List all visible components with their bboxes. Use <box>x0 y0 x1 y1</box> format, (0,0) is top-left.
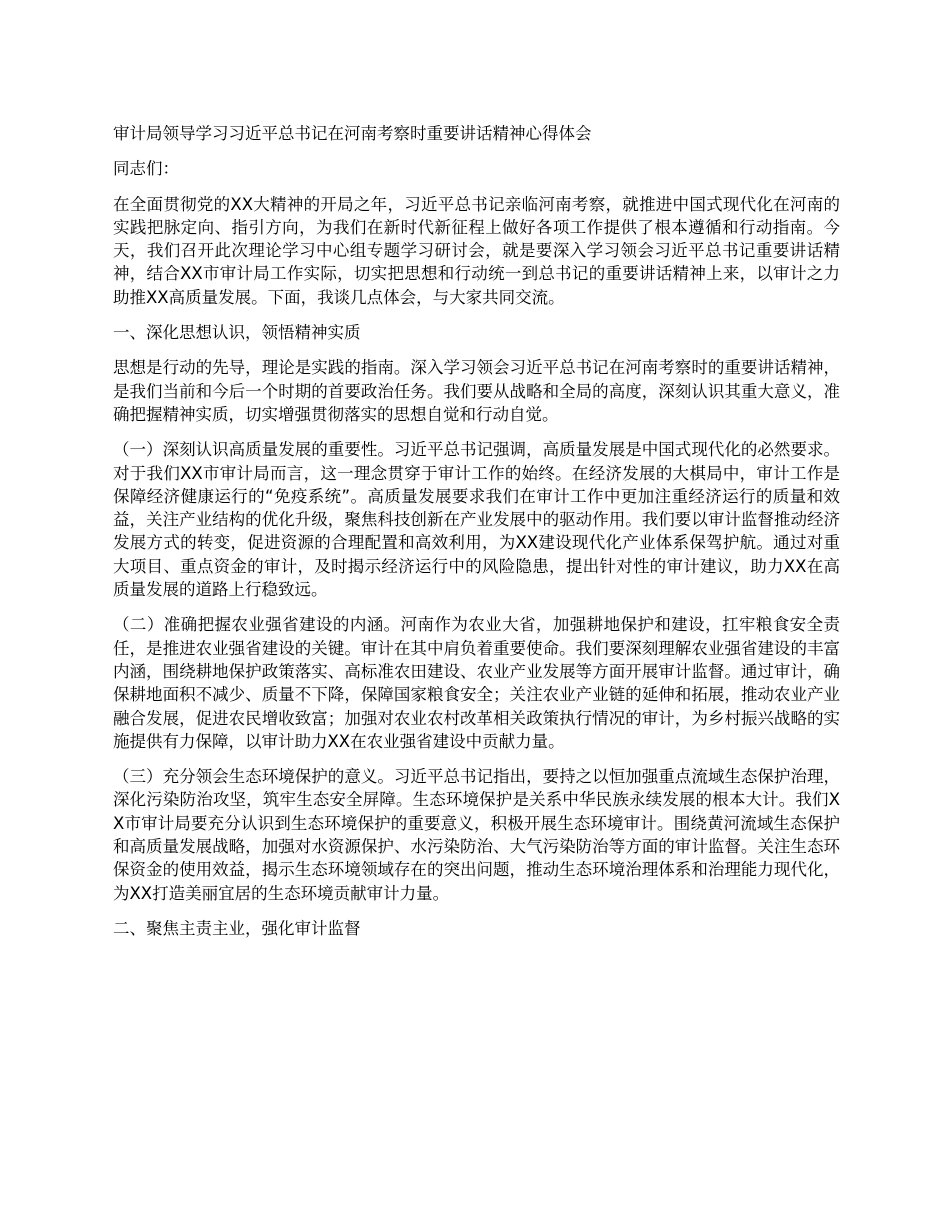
section-heading-2: 二、聚焦主责主业，强化审计监督 <box>113 918 361 938</box>
point-3-paragraph: （三）充分领会生态环境保护的意义。习近平总书记指出，要持之以恒加强重点流域生态保护治理，深化污染防治攻坚，筑牢生态安全屏障。生态环境保护是关系中华民族永续发展的根本大计。我们XX市审计局要充分认识到生态环境保护的重要意义，积极开展生态环境审计。围绕黄河流域生态保护和高质量发展战略，加强对水资源保护、水污染防治、大气污染防治等方面的审计监督。关注生态环保资金的使用效益，揭示生态环境领域存在的突出问题，推动生态环境治理体系和治理能力现代化，为XX打造美丽宜居的生态环境贡献审计力量。 <box>113 767 840 903</box>
point-2-paragraph: （二）准确把握农业强省建设的内涵。河南作为农业大省，加强耕地保护和建设，扛牢粮食安全责任，是推进农业强省建设的关键。审计在其中肩负着重要使命。我们要深刻理解农业强省建设的丰富内涵，围绕耕地保护政策落实、高标准农田建设、农业产业发展等方面开展审计监督。通过审计，确保耕地面积不减少、质量不下降，保障国家粮食安全；关注农业产业链的延伸和拓展，推动农业产业融合发展，促进农民增收致富；加强对农业农村改革相关政策执行情况的审计，为乡村振兴战略的实施提供有力保障，以审计助力XX在农业强省建设中贡献力量。 <box>113 615 840 751</box>
section-1-intro-paragraph: 思想是行动的先导，理论是实践的指南。深入学习领会习近平总书记在河南考察时的重要讲话精神，是我们当前和今后一个时期的首要政治任务。我们要从战略和全局的高度，深刻认识其重大意义，准确把握精神实质，切实增强贯彻落实的思想自觉和行动自觉。 <box>113 358 840 424</box>
intro-paragraph: 在全面贯彻党的XX大精神的开局之年，习近平总书记亲临河南考察，就推进中国式现代化在河南的实践把脉定向、指引方向，为我们在新时代新征程上做好各项工作提供了根本遵循和行动指南。今天，我们召开此次理论学习中心组专题学习研讨会，就是要深入学习领会习近平总书记重要讲话精神，结合XX市审计局工作实际，切实把思想和行动统一到总书记的重要讲话精神上来，以审计之力助推XX高质量发展。下面，我谈几点体会，与大家共同交流。 <box>113 194 840 307</box>
greeting: 同志们： <box>113 159 179 179</box>
section-heading-1: 一、深化思想认识，领悟精神实质 <box>113 323 361 343</box>
document-body <box>113 122 840 940</box>
point-1-paragraph: （一）深刻认识高质量发展的重要性。习近平总书记强调，高质量发展是中国式现代化的必然要求。对于我们XX市审计局而言，这一理念贯穿于审计工作的始终。在经济发展的大棋局中，审计工作是保障经济健康运行的“免疫系统”。高质量发展要求我们在审计工作中更加注重经济运行的质量和效益，关注产业结构的优化升级，聚焦科技创新在产业发展中的驱动作用。我们要以审计监督推动经济发展方式的转变，促进资源的合理配置和高效利用，为XX建设现代化产业体系保驾护航。通过对重大项目、重点资金的审计，及时揭示经济运行中的风险隐患，提出针对性的审计建议，助力XX在高质量发展的道路上行稳致远。 <box>113 440 840 600</box>
document-title: 审计局领导学习习近平总书记在河南考察时重要讲话精神心得体会 <box>113 124 592 143</box>
